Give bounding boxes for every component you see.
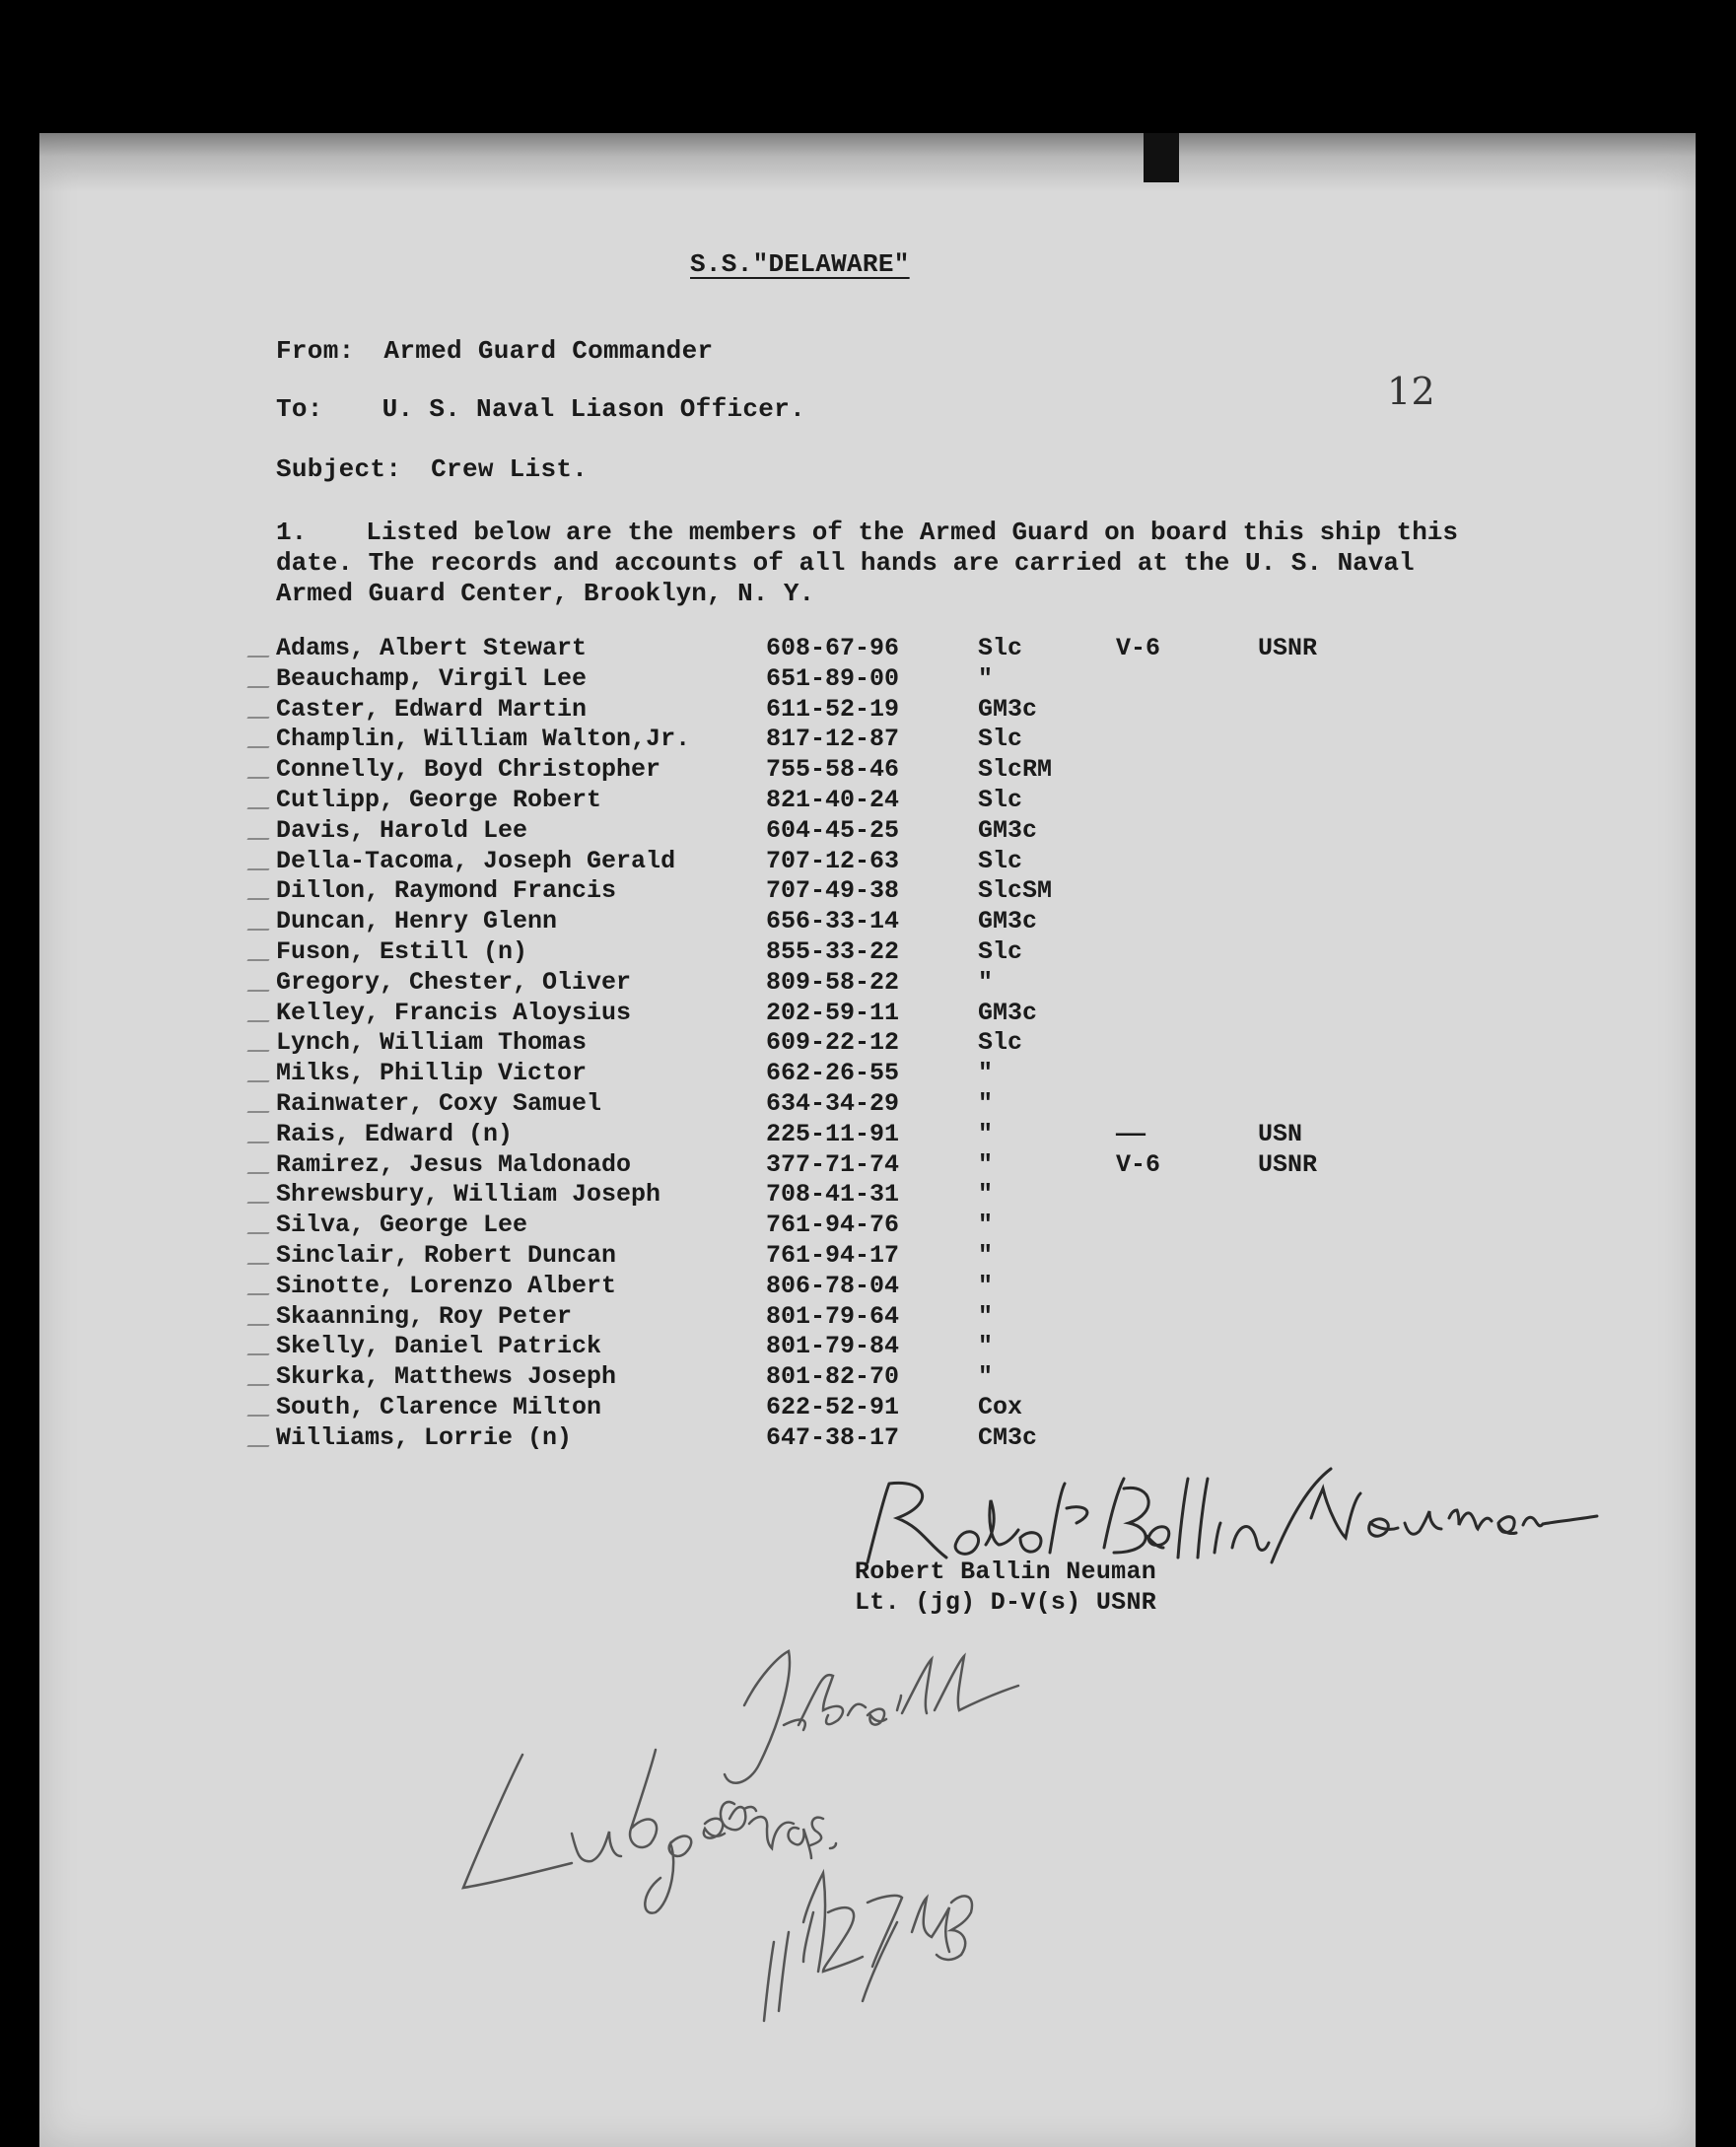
- paragraph-text: Listed below are the members of the Armed Guard on board this ship this date. The records and accounts of all hands are carried at the U. S. Naval Armed Guard Center, Brooklyn, N. Y.: [276, 518, 1458, 608]
- check-mark-icon: [246, 1280, 277, 1295]
- signature-block: [855, 1558, 1156, 1617]
- crew-rate: CM3c: [978, 1422, 1038, 1452]
- crew-row: [39, 634, 1696, 663]
- crew-name: Caster, Edward Martin: [276, 694, 588, 724]
- crew-name: Sinotte, Lorenzo Albert: [276, 1271, 617, 1300]
- crew-name: Rais, Edward (n): [276, 1119, 514, 1148]
- crew-name: Milks, Phillip Victor: [276, 1059, 588, 1088]
- crew-service-number: 651-89-00: [766, 663, 900, 693]
- check-mark-icon: [246, 976, 277, 992]
- crew-service-number: 609-22-12: [766, 1028, 900, 1058]
- crew-service-number: 755-58-46: [766, 755, 900, 785]
- crew-rate: GM3c: [978, 907, 1038, 936]
- check-mark-icon: [246, 1128, 277, 1143]
- crew-rate: Slc: [978, 786, 1023, 814]
- crew-rate: Cox: [978, 1393, 1023, 1421]
- crew-name: Williams, Lorrie (n): [276, 1422, 573, 1452]
- crew-name: Skaanning, Roy Peter: [276, 1301, 573, 1331]
- crew-row: [39, 847, 1696, 876]
- check-mark-icon: [246, 763, 277, 779]
- crew-rate: Slc: [978, 634, 1023, 662]
- crew-row: [39, 1241, 1696, 1271]
- crew-service-number: 662-26-55: [766, 1059, 900, 1088]
- handwritten-receipt-note: [434, 1617, 1144, 2090]
- check-mark-icon: [246, 824, 277, 840]
- check-mark-icon: [246, 672, 277, 688]
- crew-rate: SlcRM: [978, 755, 1053, 785]
- crew-row: [39, 1150, 1696, 1180]
- check-mark-icon: [246, 1370, 277, 1386]
- scan-clip-mark: [1144, 133, 1179, 182]
- crew-rate: GM3c: [978, 815, 1038, 845]
- check-mark-icon: [246, 1340, 277, 1355]
- crew-row: [39, 1393, 1696, 1422]
- crew-row: [39, 695, 1696, 725]
- crew-service-number: 622-52-91: [766, 1393, 900, 1421]
- crew-name: Dillon, Raymond Francis: [276, 876, 617, 906]
- crew-service-number: 225-11-91: [766, 1119, 900, 1148]
- memo-from-label: From:: [276, 336, 355, 366]
- crew-rate: ": [978, 1271, 994, 1300]
- crew-service-number: 707-49-38: [766, 876, 900, 906]
- check-mark-icon: [246, 1006, 277, 1022]
- crew-row: [39, 816, 1696, 846]
- crew-name: Sinclair, Robert Duncan: [276, 1241, 617, 1270]
- document-title: S.S."DELAWARE": [690, 249, 910, 279]
- crew-name: Cutlipp, George Robert: [276, 786, 602, 814]
- crew-service: USNR: [1258, 634, 1318, 662]
- crew-name: Adams, Albert Stewart: [276, 634, 588, 662]
- crew-row: [39, 755, 1696, 785]
- crew-row: [39, 1332, 1696, 1361]
- check-mark-icon: [246, 1401, 277, 1417]
- check-mark-icon: [246, 1188, 277, 1204]
- crew-row: [39, 1272, 1696, 1301]
- check-mark-icon: [246, 855, 277, 870]
- crew-row: [39, 1302, 1696, 1332]
- crew-service-number: 708-41-31: [766, 1180, 900, 1210]
- page-number: 12: [1387, 370, 1435, 413]
- memo-to: [276, 394, 805, 424]
- crew-name: Gregory, Chester, Oliver: [276, 967, 632, 997]
- crew-rate: Slc: [978, 846, 1023, 875]
- check-mark-icon: [246, 703, 277, 719]
- crew-service: USNR: [1258, 1149, 1318, 1179]
- crew-rate: Slc: [978, 1028, 1023, 1058]
- check-mark-icon: [246, 1036, 277, 1052]
- crew-row: [39, 968, 1696, 998]
- crew-class: ——: [1116, 1119, 1146, 1148]
- check-mark-icon: [246, 794, 277, 809]
- memo-subject-label: Subject:: [276, 454, 402, 484]
- crew-class: V-6: [1116, 1149, 1161, 1179]
- crew-service-number: 656-33-14: [766, 907, 900, 936]
- crew-rate: ": [978, 1362, 994, 1392]
- crew-name: Skurka, Matthews Joseph: [276, 1362, 617, 1392]
- crew-rate: ": [978, 967, 994, 997]
- crew-service-number: 707-12-63: [766, 846, 900, 875]
- crew-service-number: 801-79-64: [766, 1301, 900, 1331]
- crew-rate: ": [978, 1119, 994, 1148]
- crew-name: Della-Tacoma, Joseph Gerald: [276, 846, 676, 875]
- memo-to-value: U. S. Naval Liason Officer.: [382, 394, 805, 424]
- crew-service-number: 377-71-74: [766, 1149, 900, 1179]
- crew-rate: ": [978, 1332, 994, 1361]
- crew-name: Kelley, Francis Aloysius: [276, 998, 632, 1027]
- crew-row: [39, 725, 1696, 754]
- crew-rate: ": [978, 1301, 994, 1331]
- crew-service-number: 604-45-25: [766, 815, 900, 845]
- crew-service-number: 761-94-17: [766, 1241, 900, 1270]
- paragraph-number: 1.: [276, 518, 308, 547]
- crew-row: [39, 1180, 1696, 1210]
- crew-service-number: 611-52-19: [766, 694, 900, 724]
- crew-service-number: 801-79-84: [766, 1332, 900, 1361]
- crew-name: Lynch, William Thomas: [276, 1028, 588, 1058]
- crew-row: [39, 1362, 1696, 1392]
- check-mark-icon: [246, 1431, 277, 1447]
- crew-service-number: 821-40-24: [766, 786, 900, 814]
- crew-service-number: 634-34-29: [766, 1089, 900, 1118]
- crew-row: [39, 907, 1696, 936]
- crew-name: Davis, Harold Lee: [276, 815, 528, 845]
- crew-rate: ": [978, 1149, 994, 1179]
- crew-rate: GM3c: [978, 694, 1038, 724]
- crew-service-number: 817-12-87: [766, 725, 900, 754]
- check-mark-icon: [246, 1158, 277, 1174]
- crew-rate: Slc: [978, 725, 1023, 754]
- document-page: [39, 133, 1696, 2147]
- check-mark-icon: [246, 732, 277, 748]
- crew-name: Silva, George Lee: [276, 1211, 528, 1240]
- crew-service-number: 647-38-17: [766, 1422, 900, 1452]
- scan-top-edge: [39, 133, 1696, 192]
- crew-name: Champlin, William Walton,Jr.: [276, 725, 691, 754]
- crew-name: Ramirez, Jesus Maldonado: [276, 1149, 632, 1179]
- check-mark-icon: [246, 915, 277, 931]
- crew-service: USN: [1258, 1119, 1303, 1148]
- check-mark-icon: [246, 1218, 277, 1234]
- crew-rate: ": [978, 1059, 994, 1088]
- crew-service-number: 806-78-04: [766, 1271, 900, 1300]
- crew-name: South, Clarence Milton: [276, 1393, 602, 1421]
- crew-rate: ": [978, 1241, 994, 1270]
- crew-rate: Slc: [978, 937, 1023, 966]
- crew-row: [39, 1028, 1696, 1058]
- crew-row: [39, 1211, 1696, 1240]
- crew-row: [39, 1423, 1696, 1453]
- crew-row: [39, 1089, 1696, 1119]
- crew-name: Skelly, Daniel Patrick: [276, 1332, 602, 1361]
- memo-subject: [276, 454, 588, 484]
- crew-name: Connelly, Boyd Christopher: [276, 755, 661, 785]
- memo-subject-value: Crew List.: [431, 454, 589, 484]
- crew-service-number: 761-94-76: [766, 1211, 900, 1240]
- crew-name: Fuson, Estill (n): [276, 937, 528, 966]
- typed-signer-name: Robert Ballin Neuman: [855, 1558, 1157, 1586]
- crew-rate: ": [978, 1211, 994, 1240]
- typed-signer-rank: Lt. (jg) D-V(s) USNR: [855, 1588, 1157, 1617]
- crew-name: Beauchamp, Virgil Lee: [276, 663, 588, 693]
- memo-from: [276, 336, 713, 366]
- crew-rate: SlcSM: [978, 876, 1053, 906]
- crew-row: [39, 999, 1696, 1028]
- check-mark-icon: [246, 1310, 277, 1326]
- crew-service-number: 608-67-96: [766, 634, 900, 662]
- memo-to-label: To:: [276, 394, 323, 424]
- crew-row: [39, 876, 1696, 906]
- check-mark-icon: [246, 1097, 277, 1113]
- crew-row: [39, 664, 1696, 694]
- crew-rate: GM3c: [978, 998, 1038, 1027]
- crew-service-number: 801-82-70: [766, 1362, 900, 1392]
- crew-rate: ": [978, 1089, 994, 1118]
- check-mark-icon: [246, 884, 277, 900]
- crew-name: Duncan, Henry Glenn: [276, 907, 558, 936]
- check-mark-icon: [246, 945, 277, 961]
- crew-class: V-6: [1116, 634, 1161, 662]
- crew-row: [39, 937, 1696, 967]
- crew-service-number: 809-58-22: [766, 967, 900, 997]
- check-mark-icon: [246, 1067, 277, 1082]
- check-mark-icon: [246, 642, 277, 658]
- crew-name: Rainwater, Coxy Samuel: [276, 1089, 602, 1118]
- crew-name: Shrewsbury, William Joseph: [276, 1180, 661, 1210]
- memo-from-value: Armed Guard Commander: [383, 336, 714, 366]
- crew-rate: ": [978, 663, 994, 693]
- crew-row: [39, 1059, 1696, 1088]
- crew-service-number: 855-33-22: [766, 937, 900, 966]
- crew-service-number: 202-59-11: [766, 998, 900, 1027]
- crew-rate: ": [978, 1180, 994, 1210]
- crew-row: [39, 1120, 1696, 1149]
- crew-row: [39, 786, 1696, 815]
- body-paragraph: [276, 518, 1469, 609]
- check-mark-icon: [246, 1249, 277, 1265]
